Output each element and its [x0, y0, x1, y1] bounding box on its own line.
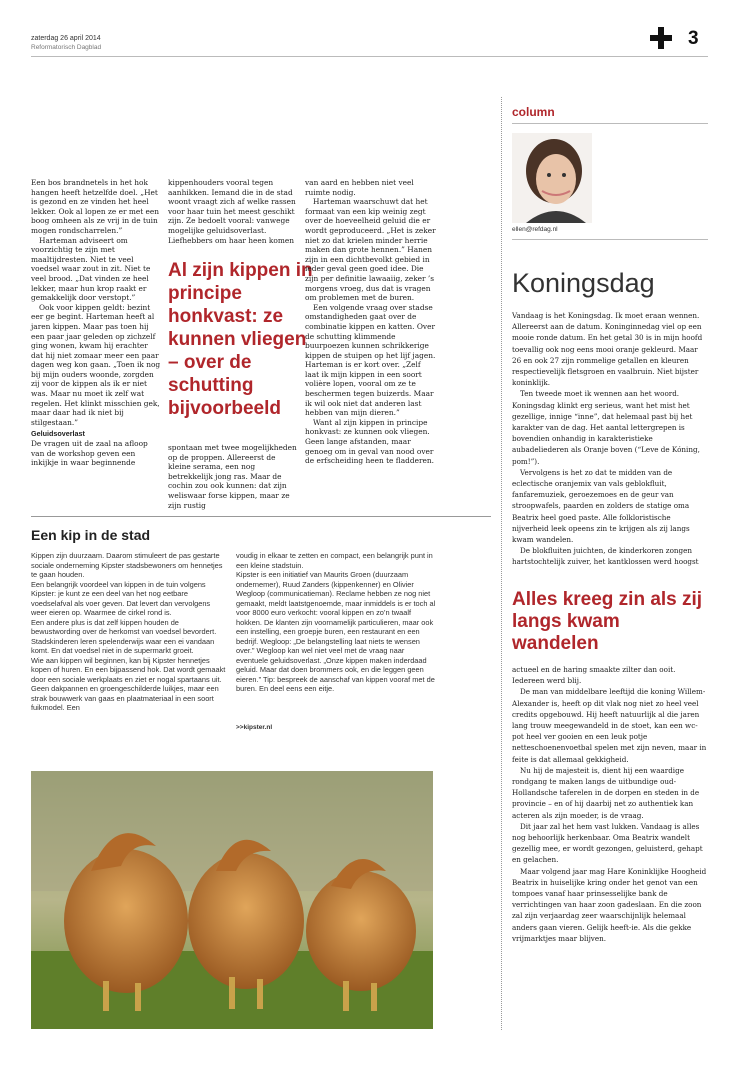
subhead: Geluidsoverlast — [31, 429, 85, 439]
paragraph: Vandaag is het Koningsdag. Ik moet eraan wennen. Allereerst aan de datum. Koninginnedag viel op een mooie ronde datum. En het getal 30 is in mijn hoofd toevallig ook nog eens mooi oranje gekleurd. Maar 26 en ook 27 zijn rommelige getallen en kleuren respectievelijk fletsgroen en vaalbruin. Niet bijster koninklijk. — [512, 311, 703, 388]
chickens-photo — [31, 771, 433, 1029]
email-rule — [512, 239, 708, 240]
article-column-3 — [305, 178, 437, 466]
page-number: 3 — [688, 28, 699, 49]
paragraph: Ook voor kippen geldt: bezint eer ge begint. Harteman heeft al jaren kippen. Maar pas toen hij een paar jaar geleden op zichzelf ging wonen, kwam hij erachter dat hij niet zomaar meer een paar dagen weg kon gaan. „Toen ik nog bij mijn ouders woonde, zorgden zij voor de kippen als ik er niet was. Maar nu moet ik zelf wat regelen. Het klinkt misschien gek, maar daar had ik niet bij stilgestaan.” — [31, 302, 161, 427]
paragraph: De man van middelbare leeftijd die koning Willem-Alexander is, heeft op dit vlak nog niet zo heel veel credits opgebouwd. Hij heeft natuurlijk al die jaren lang trouw meegewandeld in de stoet, kan een wc-pot heel ver gooien en een leuk potje netteschoenenvoetbal spelen met zijn neven, maar in feite is dat allemaal gekkigheid. — [512, 687, 707, 764]
paragraph: Wie aan kippen wil beginnen, kan bij Kipster hennetjes kopen of huren. En een bijpassend hok. Dat wordt gemaakt door een sociale werkplaats en ziet er nogal spartaans uit. Geen dakpannen en groengeschilderde luikjes, maar een strak bouwwerk van gaas en plaatmateriaal in een soort fuikmodel. Een — [31, 655, 226, 712]
paragraph: Een belangrijk voordeel van kippen in de tuin volgens Kipster: je kunt ze een deel van het nog eetbare voedselafval als voer geven. Dat levert dan vervolgens weer eieren op. Waarmee de cirkel rond is. — [31, 579, 211, 617]
paragraph: voudig in elkaar te zetten en compact, een belangrijk punt in een kleine stadstuin. — [236, 551, 433, 570]
paragraph: Een volgende vraag over stadse omstandigheden gaat over de combinatie kippen en katten. Over de schutting klimmende buurpoezen kunnen schrikkerige kippen de stuipen op het lijf jagen. Harteman is er kort over. „Zelf laat ik mijn kippen in een soort volière lopen, vooral om ze te beschermen tegen buizerds. Maar ik wil ook niet dat anderen last hebben van mijn dieren.” — [305, 302, 436, 418]
box-divider — [31, 516, 491, 517]
paragraph: De vragen uit de zaal na afloop van de workshop geven een inkijkje in waar beginnende — [31, 439, 148, 468]
paragraph: Harteman waarschuwt dat het formaat van een kip weinig zegt over de hoeveelheid geluid die er wordt geproduceerd. „Het is zeker niet zo dat krielen minder herrie maken dan grote hennen.” Hanen zijn in een dichtbevolkt gebied in ieder geval geen goed idee. Die zijn per definitie lawaaiig, zeker ’s morgens vroeg, dus dat is vragen om problemen met de buren. — [305, 197, 436, 303]
paragraph: Maar volgend jaar mag Hare Koninklijke Hoogheid Beatrix in huiselijke kring onder het genot van een tompoes vanaf haar prinsesselijke bank de verrichtingen van haar zoon gadeslaan. En die zoon zal zijn verjaardag zeer waarschijnlijk helemaal anders gaan vieren. Gelijk heeft-ie. Als die gekke vrijmarktjes maar blijven. — [512, 866, 707, 943]
column-label: column — [512, 105, 555, 119]
article-column-1 — [31, 178, 161, 468]
paragraph: Harteman adviseert om voorzichtig te zijn met maaltijdresten. Niet te veel voedsel waar zout in zit. Niet te veel brood. „Dat vinden ze heel lekker, maar hun krop raakt er gemakkelijk door verstopt.” — [31, 235, 151, 303]
paragraph: spontaan met twee mogelijkheden op de proppen. Allereerst de kleine serama, een nog betrekkelijk jong ras. Maar de cochin zou ook kunnen: dat zijn weliswaar forse kippen, maar ze zijn rustig — [168, 443, 297, 510]
column-divider — [501, 97, 502, 1030]
paragraph: van aard en hebben niet veel ruimte nodig. — [305, 178, 414, 197]
author-portrait — [512, 133, 592, 223]
header-divider — [31, 56, 708, 57]
paragraph: Kipster is een initiatief van Maurits Groen (duurzaam ondernemer), Ruud Zanders (kippenkenner) en Olivier Wegloop (communicatieman). Reclame hebben ze nog niet gemaakt, meldt laatstgenoemde, maar inmiddels is er toch al voor 8000 euro verkocht: vooral kippen en zo’n twaalf hokken. De klanten zijn voornamelijk particulieren, maar ook een instelling, een groepje buren, een restaurant en een bedrijf. Wegloop: „De belangstelling laat niets te wensen over.” Wegloop kan wel niet veel met de vraag naar eventuele geluidsoverlast. „Onze kippen maken inderdaad geluid. Maar dat doen brommers ook, en die leggen geen eieren.” Tip: bespreek de aanschaf van kippen vooraf met de buren. En deel eens een eitje. — [236, 570, 436, 693]
paragraph: Ten tweede moet ik wennen aan het woord. Koningsdag klinkt erg serieus, want het mist het gezellige, innige “inne”, dat helemaal past bij het karakter van de dag. Het aantal lettergrepen is bovendien onhandig in karakteristieke aubadeliederen als Oranje boven (“Leve de Kóning, pom!”). — [512, 389, 700, 466]
paragraph: Kippen zijn duurzaam. Daarom stimuleert de pas gestarte sociale onderneming Kipster stadsbewoners om hennetjes te gaan houden. — [31, 551, 223, 579]
plus-icon — [650, 27, 672, 49]
paragraph: De blokfluiten juichten, de kinderkoren zongen hartstochtelijk zuiver, het kantklossen werd hoogst — [512, 546, 699, 567]
box-column-2 — [236, 551, 436, 694]
paragraph: actueel en de haring smaakte zilter dan ooit. Iedereen werd blij. — [512, 665, 676, 686]
box-title: Een kip in de stad — [31, 527, 151, 543]
pull-quote: Al zijn kippen in principe honkvast: ze kunnen vliegen – over de schutting bijvoorbeeld — [168, 260, 313, 419]
paragraph: Dit jaar zal het hem vast lukken. Vandaag is alles nog behoorlijk herkenbaar. Oma Beatrix wandelt gezellig mee, er wordt gezongen, geluisterd, gehapt en gelachen. — [512, 821, 703, 865]
paragraph: Nu hij de majesteit is, dient hij een waardige rondgang te maken langs de uitbundige oud-Hollandsche taferelen in de dorpen en steden in de provincie – en of hij daarbij net zo authentiek kan acteren als zijn moeder, is de vraag. — [512, 765, 700, 820]
paragraph: Vervolgens is het zo dat te midden van de eclectische oranjemix van vals geblokfluit, fanfaremuziek, geroezemoes en de geur van stroopwafels, paarden en zolders de statige oma Beatrix heel goed paste. Alle folkloristische nijverheid leek opeens zin te krijgen als zij langs kwam wandelen. — [512, 467, 690, 545]
column-text-part-2 — [512, 664, 708, 944]
article-column-2-bottom — [168, 443, 298, 510]
column-subhead: Alles kreeg zin als zij langs kwam wandelen — [512, 589, 703, 654]
kipster-link[interactable]: >>kipster.nl — [236, 724, 273, 731]
author-email[interactable]: ellen@refdag.nl — [512, 226, 558, 233]
column-rule — [512, 123, 708, 124]
issue-date: zaterdag 26 april 2014 — [31, 35, 101, 42]
article-column-2-top — [168, 178, 298, 245]
newspaper-name: Reformatorisch Dagblad — [31, 44, 102, 51]
paragraph: Een bos brandnetels in het hok hangen heeft hetzelfde doel. „Het is gezond en ze vinden het heel lekker. Ook al lopen ze er met een boog omheen als ze vrij in de tuin mogen rondscharrelen.” — [31, 178, 160, 235]
box-column-1 — [31, 551, 227, 713]
column-title: Koningsdag — [512, 268, 655, 298]
column-text-part-1 — [512, 310, 708, 568]
paragraph: Een andere plus is dat zelf kippen houden de bewustwording over de herkomst van voedsel bevordert. Stadskinderen leren spelenderwijs waar een ei vandaan komt. En dat voedsel niet in de supermarkt groeit. — [31, 617, 217, 655]
paragraph: Want al zijn kippen in principe honkvast: ze kunnen ook vliegen. Geen lange afstanden, maar genoeg om in geval van nood over de erfscheiding heen te fladderen. — [305, 417, 434, 466]
paragraph: kippenhouders vooral tegen aanhikken. Iemand die in de stad woont vraagt zich af welke rassen voor haar tuin het meest geschikt zijn. Ze bedoelt vooral: vanwege mogelijke geluidsoverlast. Liefhebbers om haar heen komen — [168, 178, 296, 245]
